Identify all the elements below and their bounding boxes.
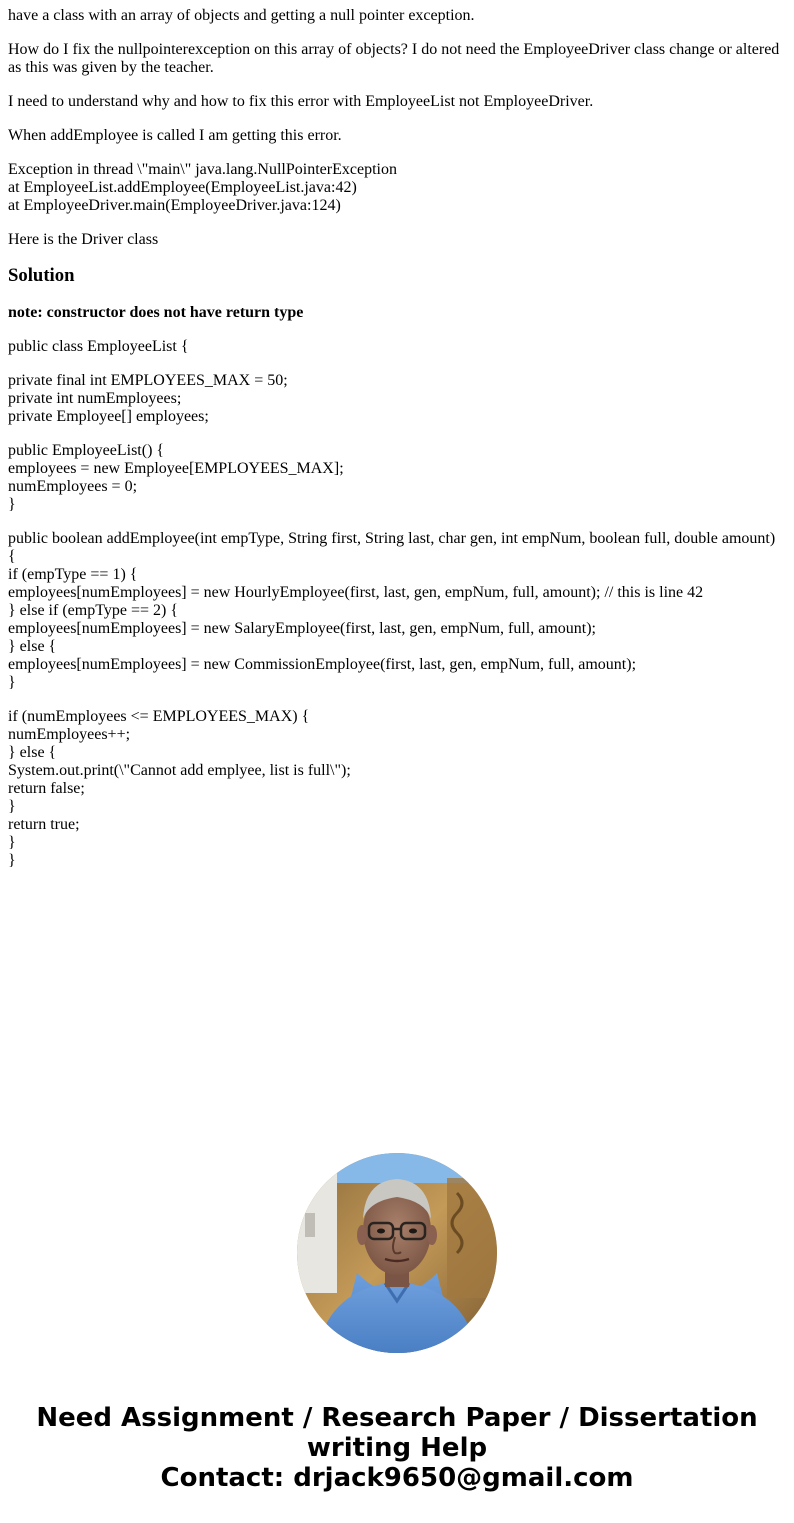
code-line: public EmployeeList() { [8, 442, 165, 459]
article-content [8, 0, 786, 886]
solution-heading: Solution [8, 265, 75, 286]
code-line: employees[numEmployees] = new SalaryEmployee(first, last, gen, empNum, full, amount); [8, 620, 596, 637]
code-line: } else if (empType == 2) { [8, 602, 179, 619]
question-paragraph: have a class with an array of objects and getting a null pointer exception. [8, 7, 475, 24]
code-line: } [8, 674, 16, 691]
question-paragraph: When addEmployee is called I am getting this error. [8, 127, 342, 144]
stack-trace-line: at EmployeeDriver.main(EmployeeDriver.java:124) [8, 197, 341, 214]
code-line: if (empType == 1) { [8, 566, 138, 583]
footer-contact: Contact: drjack9650@gmail.com [160, 1463, 634, 1493]
question-paragraph: Here is the Driver class [8, 231, 159, 248]
code-line: public boolean addEmployee(int empType, String first, String last, char gen, int empNum, boolean full, double amount) [8, 530, 776, 547]
code-line: } [8, 852, 16, 869]
code-constructor [8, 442, 786, 514]
footer-banner [0, 1403, 794, 1493]
code-line: employees = new Employee[EMPLOYEES_MAX]; [8, 460, 344, 477]
code-method [8, 530, 786, 692]
code-tail [8, 708, 786, 870]
code-line: numEmployees++; [8, 726, 131, 743]
code-class-declaration: public class EmployeeList { [8, 338, 189, 355]
question-paragraph: How do I fix the nullpointerexception on this array of objects? I do not need the EmployeeDriver class change or altered as this was given by the teacher. [8, 41, 780, 76]
code-line: } [8, 834, 16, 851]
question-paragraph: I need to understand why and how to fix this error with EmployeeList not EmployeeDriver. [8, 93, 594, 110]
footer-line: Need Assignment / Research Paper / Dissertation [36, 1403, 758, 1433]
stack-trace [8, 161, 786, 215]
code-line: } [8, 496, 16, 513]
code-line: } [8, 798, 16, 815]
code-line: System.out.print(\"Cannot add emplyee, list is full\"); [8, 762, 351, 779]
code-line: employees[numEmployees] = new HourlyEmployee(first, last, gen, empNum, full, amount); // this is line 42 [8, 584, 704, 601]
code-line: return false; [8, 780, 85, 797]
code-line: } else { [8, 638, 57, 655]
code-line: numEmployees = 0; [8, 478, 138, 495]
code-line: return true; [8, 816, 80, 833]
code-line: private Employee[] employees; [8, 408, 209, 425]
stack-trace-line: at EmployeeList.addEmployee(EmployeeList.java:42) [8, 179, 357, 196]
code-line: private final int EMPLOYEES_MAX = 50; [8, 372, 288, 389]
code-fields [8, 372, 786, 426]
solution-note: note: constructor does not have return type [8, 304, 304, 321]
footer-line: writing Help [306, 1433, 488, 1463]
author-avatar [297, 1153, 497, 1353]
code-line: employees[numEmployees] = new CommissionEmployee(first, last, gen, empNum, full, amount); [8, 656, 637, 673]
code-line: private int numEmployees; [8, 390, 182, 407]
stack-trace-line: Exception in thread \"main\" java.lang.NullPointerException [8, 161, 397, 178]
code-line: } else { [8, 744, 57, 761]
code-line: if (numEmployees <= EMPLOYEES_MAX) { [8, 708, 310, 725]
avatar-portrait [297, 1153, 497, 1353]
code-line: { [8, 548, 16, 565]
